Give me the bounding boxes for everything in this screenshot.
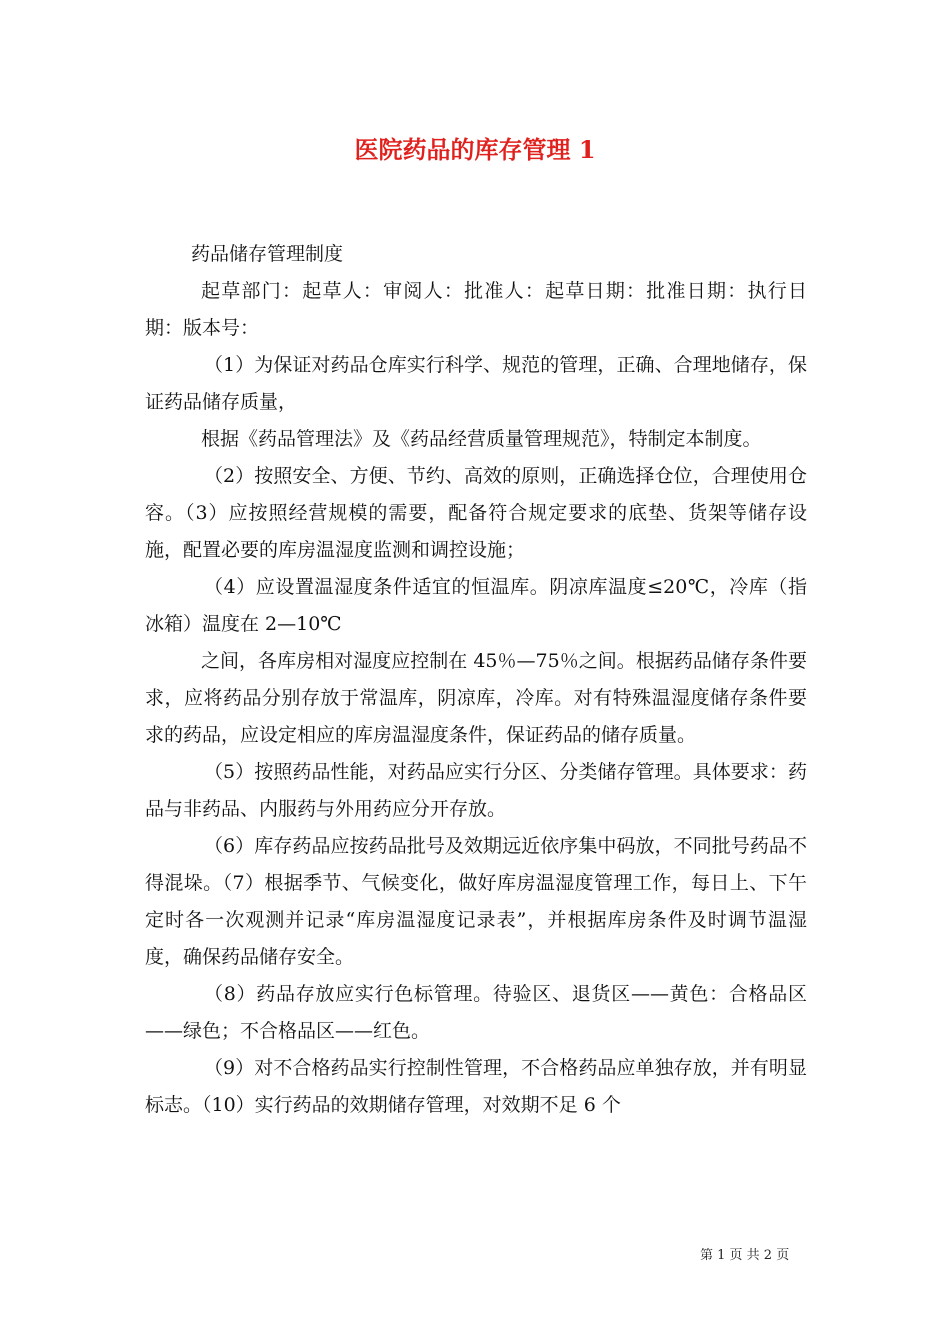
paragraph-10: （8）药品存放应实行色标管理。待验区、退货区——黄色：合格品区——绿色；不合格品区——红色。 (145, 983, 807, 1042)
page-number-footer: 第 1 页 共 2 页 (700, 1248, 790, 1263)
paragraph-3: （1）为保证对药品仓库实行科学、规范的管理，正确、合理地储存，保证药品储存质量， (145, 354, 807, 413)
paragraph-11: （9）对不合格药品实行控制性管理，不合格药品应单独存放，并有明显标志。（10）实行药品的效期储存管理，对效期不足 6 个 (145, 1057, 807, 1116)
paragraph-6: （4）应设置温湿度条件适宜的恒温库。阴凉库温度≤20℃，冷库（指冰箱）温度在 2—10℃ (145, 576, 807, 635)
paragraph-1: 药品储存管理制度 (191, 243, 344, 265)
paragraph-9: （6）库存药品应按药品批号及效期远近依序集中码放，不同批号药品不得混垛。（7）根据季节、气候变化，做好库房温湿度管理工作，每日上、下午定时各一次观测并记录“库房温湿度记录表”，并根据库房条件及时调节温湿度，确保药品储存安全。 (145, 835, 807, 968)
paragraph-4: 根据《药品管理法》及《药品经营质量管理规范》，特制定本制度。 (201, 428, 762, 450)
document-body (145, 236, 807, 1124)
paragraph-8: （5）按照药品性能，对药品应实行分区、分类储存管理。具体要求：药品与非药品、内服药与外用药应分开存放。 (145, 761, 807, 820)
document-title: 医院药品的库存管理 1 (354, 135, 596, 164)
paragraph-2: 起草部门：起草人：审阅人：批准人：起草日期：批准日期：执行日期：版本号： (145, 280, 807, 339)
paragraph-5: （2）按照安全、方便、节约、高效的原则，正确选择仓位，合理使用仓容。（3）应按照经营规模的需要，配备符合规定要求的底垫、货架等储存设施，配置必要的库房温湿度监测和调控设施； (145, 465, 807, 561)
paragraph-7: 之间，各库房相对湿度应控制在 45％—75％之间。根据药品储存条件要求，应将药品分别存放于常温库，阴凉库，冷库。对有特殊温湿度储存条件要求的药品，应设定相应的库房温湿度条件，保证药品的储存质量。 (145, 650, 807, 746)
